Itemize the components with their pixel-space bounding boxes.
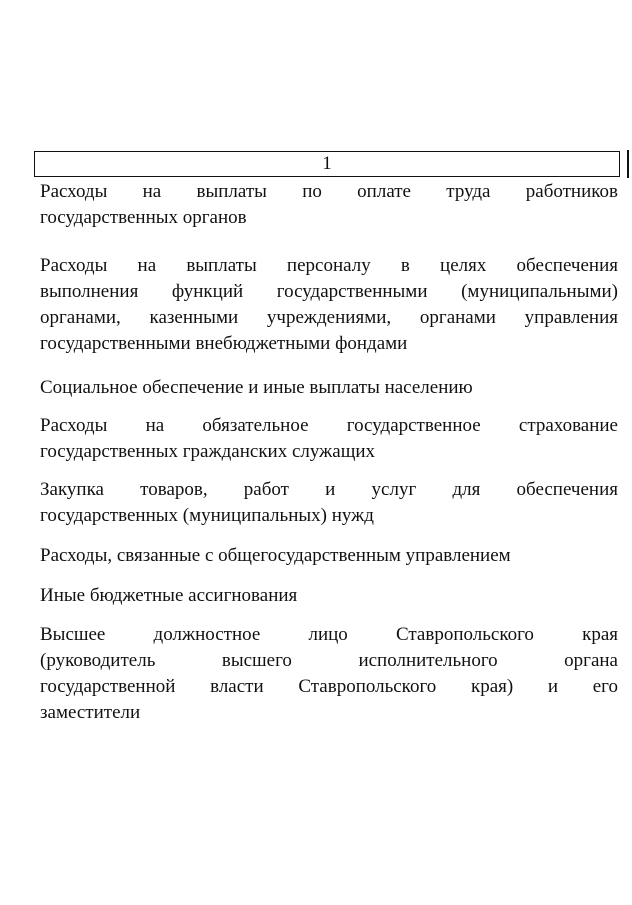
row-7-line-0: Высшее должностное лицо Ставропольского края [40,624,618,645]
row-1-line-3: государственными внебюджетными фондами [40,333,408,354]
row-7-line-3: заместители [40,702,141,723]
row-0-line-0: Расходы на выплаты по оплате труда работников [40,181,618,202]
row-4-line-0: Закупка товаров, работ и услуг для обеспечения [40,479,618,500]
row-5-line-0: Расходы, связанные с общегосударственным управлением [40,545,511,566]
column-number: 1 [322,153,332,174]
row-2-line-0: Социальное обеспечение и иные выплаты населению [40,377,473,398]
row-3-line-1: государственных гражданских служащих [40,441,375,462]
row-1-line-2: органами, казенными учреждениями, органами управления [40,307,618,328]
table-header-row [34,151,620,177]
table-right-border [627,150,629,178]
row-4-line-1: государственных (муниципальных) нужд [40,505,374,526]
row-3-line-0: Расходы на обязательное государственное страхование [40,415,618,436]
row-1-line-1: выполнения функций государственными (муниципальными) [40,281,618,302]
row-7-line-1: (руководитель высшего исполнительного органа [40,650,618,671]
row-1-line-0: Расходы на выплаты персоналу в целях обеспечения [40,255,618,276]
row-7-line-2: государственной власти Ставропольского края) и его [40,676,618,697]
row-0-line-1: государственных органов [40,207,247,228]
row-6-line-0: Иные бюджетные ассигнования [40,585,298,606]
